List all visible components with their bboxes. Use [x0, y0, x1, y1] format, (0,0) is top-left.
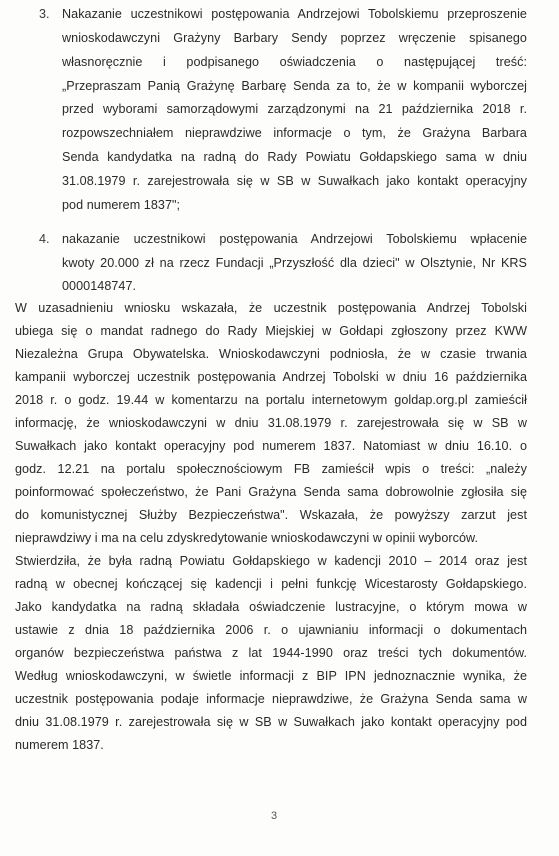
text-line: 0000148747.: [62, 279, 137, 293]
text-line: numerem 1837.: [15, 738, 104, 752]
text-line: uczestnik postępowania podaje informacje nieprawdziwe, że Grażyna Senda sama w: [15, 692, 527, 706]
text-line: nakazanie uczestnikowi postępowania Andrzejowi Tobolskiemu wpłacenie: [62, 232, 527, 246]
text-line: nieprawdziwy i ma na celu zdyskredytowanie wnioskodawczyni w opinii wyborców.: [15, 531, 479, 545]
text-line: Suwałkach jako kontakt operacyjny pod numerem 1837. Natomiast w dniu 16.10. o: [15, 439, 527, 453]
text-line: dniu 31.08.1979 r. zarejestrowała się w SB w Suwałkach jako kontakt operacyjny pod: [15, 715, 527, 729]
text-line: poinformować społeczeństwo, że Pani Grażyna Senda sama dobrowolnie zgłosiła się: [15, 485, 527, 499]
text-line: 31.08.1979 r. zarejestrowała się w SB w Suwałkach jako kontakt operacyjny: [62, 174, 527, 188]
text-line: Według wnioskodawczyni, w świetle informacji z BIP IPN jednoznacznie wynika, że: [15, 669, 527, 683]
text-line: Stwierdziła, że była radną Powiatu Gołdapskiego w kadencji 2010 – 2014 oraz jest: [15, 554, 527, 568]
list-number: 4.: [39, 232, 50, 246]
text-line: Jako kandydatka na radną składała oświadczenie lustracyjne, o którym mowa w: [15, 600, 527, 614]
text-line: Senda kandydatka na radną do Rady Powiatu Gołdapskiego sama w dniu: [62, 150, 527, 164]
text-line: informację, że wnioskodawczyni w dniu 31.08.1979 r. zarejestrowała się w SB w: [15, 416, 527, 430]
text-line: Nakazanie uczestnikowi postępowania Andrzejowi Tobolskiemu przeproszenie: [62, 7, 527, 21]
text-line: radną w obecnej kończącej się kadencji i pełni funkcję Wicestarosty Gołdapskiego.: [15, 577, 527, 591]
text-line: rozpowszechniałem nieprawdziwe informacje o tym, że Grażyna Barbara: [62, 126, 527, 140]
text-line: do komunistycznej Służby Bezpieczeństwa". Wskazała, że powyższy zarzut jest: [15, 508, 527, 522]
list-number: 3.: [39, 7, 50, 21]
text-line: organów bezpieczeństwa państwa z lat 1944-1990 oraz treści tych dokumentów.: [15, 646, 527, 660]
text-line: 2018 r. o godz. 19.44 w komentarzu na portalu internetowym goldap.org.pl zamieścił: [15, 393, 527, 407]
text-line: ustawie z dnia 18 października 2006 r. o ujawnianiu informacji o dokumentach: [15, 623, 527, 637]
text-line: wnioskodawczyni Grażyny Barbary Sendy poprzez wręczenie spisanego: [62, 31, 527, 45]
text-line: W uzasadnieniu wniosku wskazała, że uczestnik postępowania Andrzej Tobolski: [15, 301, 527, 315]
text-line: ubiega się o mandat radnego do Rady Miejskiej w Gołdapi zgłoszony przez KWW: [15, 324, 527, 338]
text-line: przed wyborami samorządowymi zarządzonymi na 21 października 2018 r.: [62, 102, 527, 116]
text-line: pod numerem 1837";: [62, 198, 181, 212]
text-line: Niezależna Grupa Obywatelska. Wnioskodawczyni podniosła, że w czasie trwania: [15, 347, 527, 361]
text-line: kampanii wyborczej uczestnik postępowania Andrzej Tobolski w dniu 16 października: [15, 370, 527, 384]
text-line: własnoręcznie i podpisanego oświadczenia o następującej treść:: [62, 55, 527, 69]
text-line: godz. 12.21 na portalu społecznościowym FB zamieścił wpis o treści: „należy: [15, 462, 527, 476]
page-number: 3: [271, 810, 278, 822]
text-line: „Przepraszam Panią Grażynę Barbarę Senda za to, że w kompanii wyborczej: [62, 79, 527, 93]
text-line: kwoty 20.000 zł na rzecz Fundacji „Przyszłość dla dzieci" w Olsztynie, Nr KRS: [62, 256, 527, 270]
